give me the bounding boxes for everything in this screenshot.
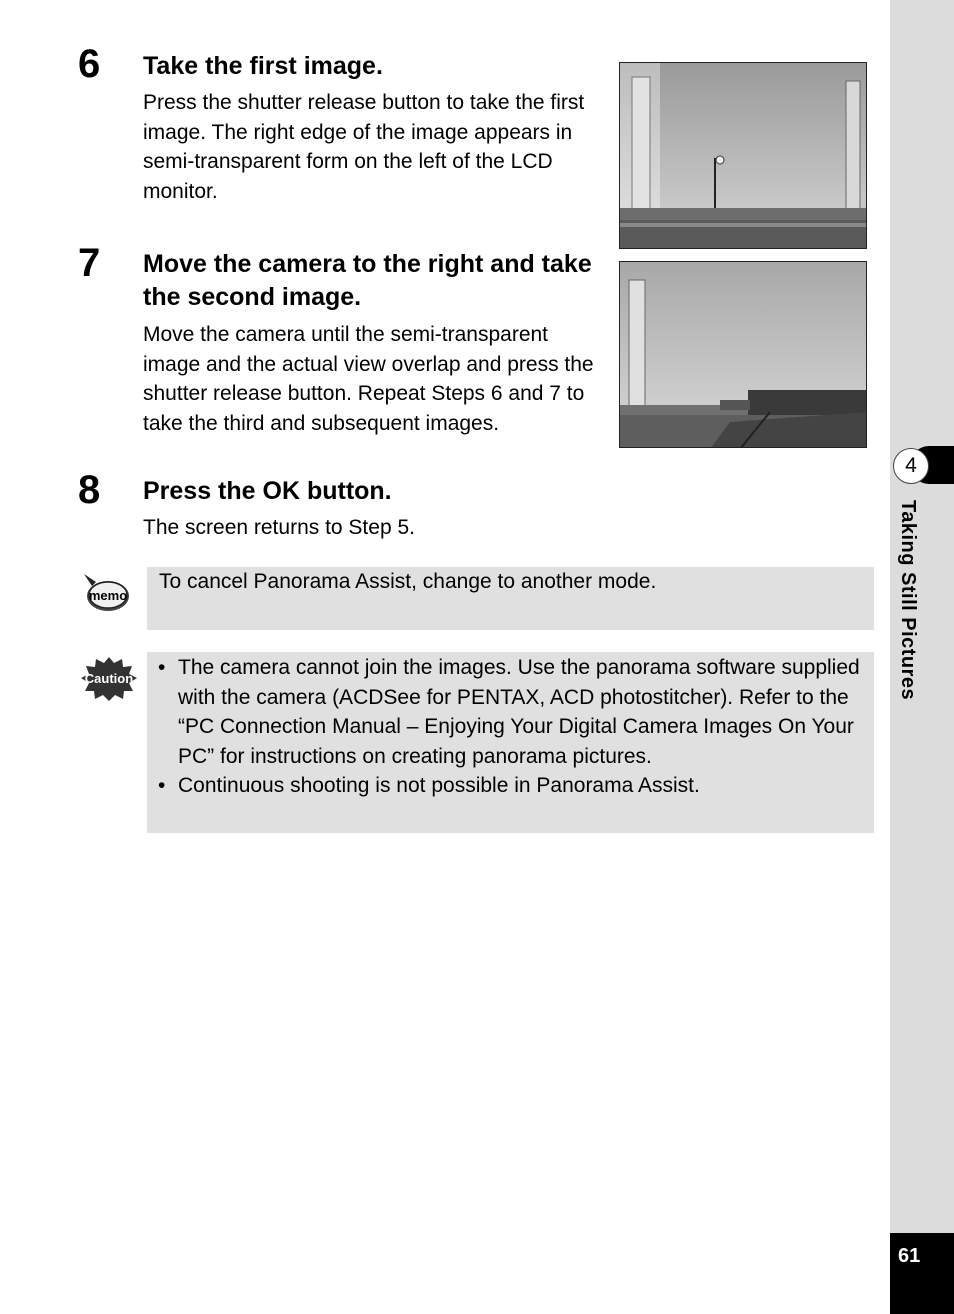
memo-box [147, 567, 874, 630]
memo-text: To cancel Panorama Assist, change to another mode. [159, 570, 657, 593]
second-image-photo [619, 261, 867, 448]
svg-text:Caution: Caution [84, 671, 134, 686]
caution-item [147, 771, 862, 801]
caution-list [147, 653, 862, 801]
step-number-8: 8 [78, 468, 101, 512]
step-body-8: The screen returns to Step 5. [143, 516, 415, 539]
bullet-icon: • [158, 656, 166, 679]
caution-item-text: The camera cannot join the images. Use the panorama software supplied with the camera (ACDSee for PENTAX, ACD photostitcher). Refer to the “PC Connection Manual – Enjoying Your Digital Camera Images On Your PC” for instructions on creating panorama pictures. [178, 656, 860, 768]
chapter-number: 4 [893, 448, 929, 484]
step-body-6: Press the shutter release button to take the first image. The right edge of the image appears in semi-transparent form on the left of the LCD monitor. [143, 91, 585, 203]
page-number: 61 [898, 1245, 921, 1267]
step-title-6: Take the first image. [143, 52, 383, 80]
caution-icon [80, 656, 138, 702]
step-number-7: 7 [78, 241, 101, 285]
memo-icon [80, 572, 132, 616]
chapter-title: Taking Still Pictures [897, 500, 919, 701]
bullet-icon: • [158, 774, 166, 797]
step-title-8: Press the OK button. [143, 477, 392, 505]
svg-text:memo: memo [88, 588, 128, 603]
first-image-photo [619, 62, 867, 249]
step-title-7: Move the camera to the right and take the second image. [143, 250, 592, 311]
caution-item-text: Continuous shooting is not possible in Panorama Assist. [178, 774, 700, 797]
caution-box [147, 652, 874, 833]
step-number-6: 6 [78, 42, 101, 86]
caution-item [147, 653, 862, 771]
step-body-7: Move the camera until the semi-transparent image and the actual view overlap and press the shutter release button. Repeat Steps 6 and 7 to take the third and subsequent images. [143, 323, 594, 435]
